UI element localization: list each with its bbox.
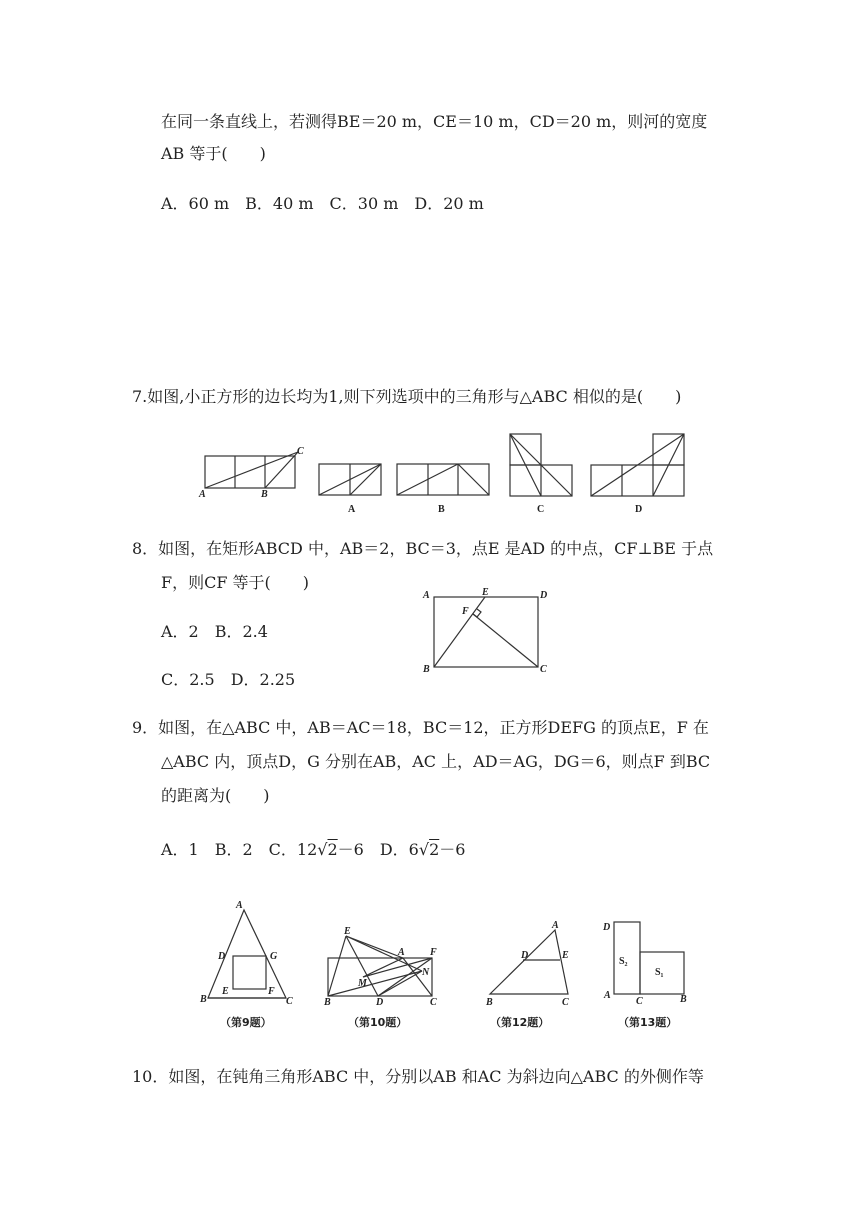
q8-label-f: F: [462, 606, 469, 617]
q7-label-b: B: [261, 489, 268, 500]
fig10-label-d: D: [376, 997, 384, 1008]
figure-9: [198, 898, 308, 1033]
q7-stem: 7.如图,小正方形的边长均为1,则下列选项中的三角形与△ABC 相似的是( ): [132, 387, 682, 406]
fig12-label-b: B: [486, 997, 493, 1008]
fig9-label-e: E: [222, 986, 229, 997]
fig12-label-d: D: [521, 950, 529, 961]
q7-option-c-label: C: [537, 504, 545, 515]
q9-option-d-radicand: 2: [429, 840, 440, 859]
q6-line2: AB 等于( ): [161, 144, 266, 163]
q6-line1: 在同一条直线上，若测得BE＝20 m，CE＝10 m，CD＝20 m，则河的宽度: [161, 112, 708, 131]
q7-label-a: A: [199, 489, 206, 500]
q8-line2: F，则CF 等于( ): [161, 573, 310, 592]
fig10-caption: （第10题）: [348, 1016, 408, 1029]
q8-label-c: C: [540, 664, 547, 675]
q9-options-middle: －6 D．6: [337, 840, 419, 859]
q9-options-tail: －6: [439, 840, 466, 859]
fig13-label-c: C: [636, 996, 643, 1007]
q6-options: A．60 m B．40 m C．30 m D．20 m: [161, 194, 484, 213]
q9-option-c-radicand: 2: [327, 840, 338, 859]
q7-label-c: C: [297, 446, 304, 457]
q9-line3: 的距离为( ): [161, 786, 270, 805]
q10-line1: 10．如图，在钝角三角形ABC 中，分别以AB 和AC 为斜边向△ABC 的外侧作等: [132, 1067, 704, 1086]
fig10-label-c: C: [430, 997, 437, 1008]
q8-label-a: A: [423, 590, 430, 601]
fig13-label-a: A: [604, 990, 611, 1001]
figure-13: [598, 898, 708, 1033]
fig13-caption: （第13题）: [618, 1016, 678, 1029]
fig9-label-g: G: [270, 951, 278, 962]
q8-line1: 8．如图，在矩形ABCD 中，AB＝2，BC＝3，点E 是AD 的中点，CF⊥BE 于点: [132, 539, 714, 558]
q8-label-e: E: [482, 587, 489, 598]
fig12-label-c: C: [562, 997, 569, 1008]
q7-option-b-label: B: [438, 504, 445, 515]
fig9-caption: （第9题）: [220, 1016, 272, 1029]
fig10-label-n: N: [422, 967, 430, 978]
q9-options-prefix: A．1 B．2 C．12: [161, 840, 318, 859]
q8-options-cd: C．2.5 D．2.25: [161, 670, 296, 689]
fig9-label-f: F: [268, 986, 275, 997]
fig13-label-s1: S₁: [655, 967, 664, 978]
fig10-label-m: M: [358, 978, 367, 989]
q8-label-d: D: [540, 590, 548, 601]
figure-10: [318, 898, 453, 1033]
fig9-label-d: D: [218, 951, 226, 962]
fig12-label-e: E: [562, 950, 569, 961]
fig10-label-a: A: [398, 947, 405, 958]
q8-label-b: B: [423, 664, 430, 675]
q9-line2: △ABC 内，顶点D，G 分别在AB，AC 上，AD＝AG，DG＝6，则点F 到BC: [161, 752, 711, 771]
fig13-label-s2: S₂: [619, 956, 628, 967]
fig10-label-f: F: [430, 947, 437, 958]
fig10-label-b: B: [324, 997, 331, 1008]
fig9-label-b: B: [200, 994, 207, 1005]
q7-figure: [195, 428, 695, 518]
fig9-label-c: C: [286, 996, 293, 1007]
fig9-label-a: A: [236, 900, 243, 911]
q8-options-ab: A．2 B．2.4: [161, 622, 268, 641]
figure-12: [480, 898, 590, 1033]
q7-option-d-label: D: [635, 504, 643, 515]
fig13-label-b: B: [680, 994, 687, 1005]
fig12-label-a: A: [552, 920, 559, 931]
fig13-label-d: D: [603, 922, 611, 933]
q9-line1: 9．如图，在△ABC 中，AB＝AC＝18，BC＝12，正方形DEFG 的顶点E，F 在: [132, 718, 709, 737]
q9-options: A．1 B．2 C．12√2－6 D．6√2－6: [161, 840, 466, 859]
fig12-caption: （第12题）: [490, 1016, 550, 1029]
q8-figure: [420, 585, 560, 680]
fig10-label-e: E: [344, 926, 351, 937]
q7-option-a-label: A: [348, 504, 356, 515]
